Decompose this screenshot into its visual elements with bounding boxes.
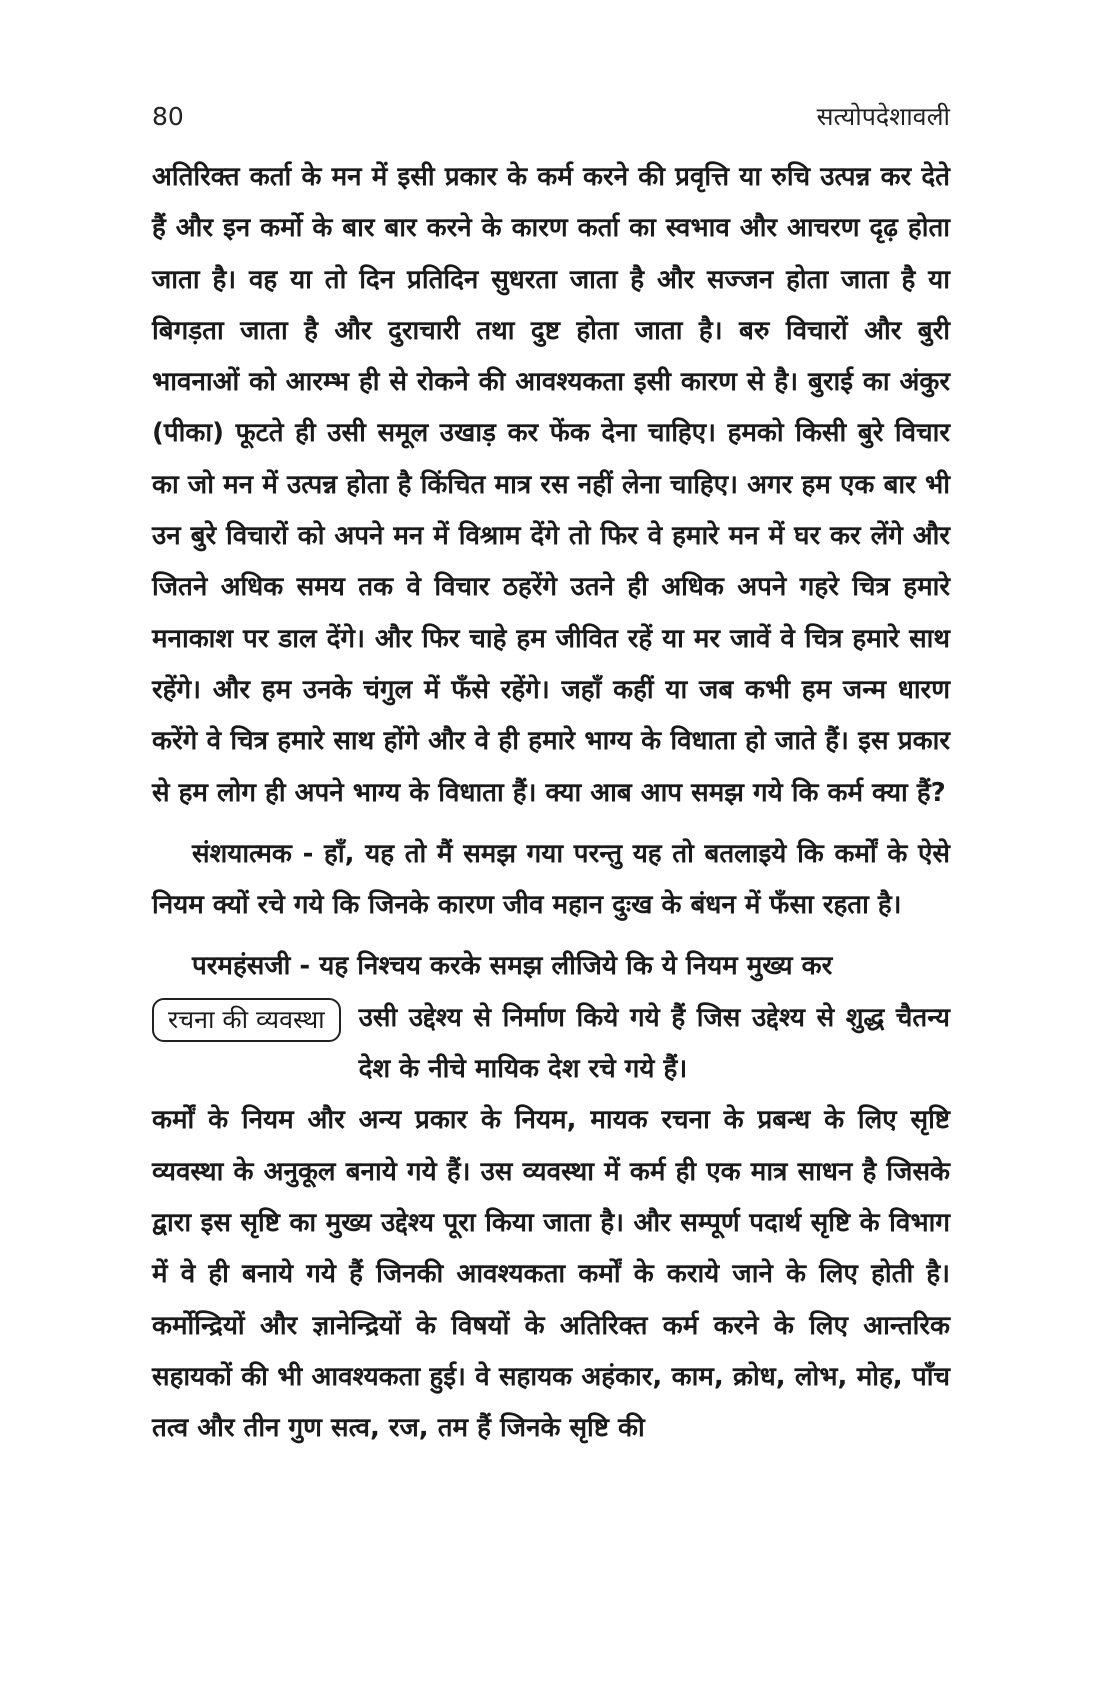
sidenote-row xyxy=(152,993,950,1096)
margin-note: रचना की व्यवस्था xyxy=(152,998,341,1042)
page-body xyxy=(152,152,950,1454)
running-title: सत्योपदेशावली xyxy=(816,102,950,131)
paragraph-2: संशयात्मक - हाँ, यह तो मैं समझ गया परन्तु यह तो बतलाइये कि कर्मों के ऐसे नियम क्यों रचे गये कि जिनके कारण जीव महान दुःख के बंधन में फँसा रहता है। xyxy=(152,838,950,921)
paragraph-3-lead: परमहंसजी - यह निश्चय करके समझ लीजिये कि ये नियम मुख्य कर xyxy=(192,951,833,982)
sidenote-adjacent-text xyxy=(359,993,950,1096)
paragraph-3-rest: कर्मों के नियम और अन्य प्रकार के नियम, मायक रचना के प्रबन्ध के लिए सृष्टि व्यवस्था के अनुकूल बनाये गये हैं। उस व्यवस्था में कर्म ही एक मात्र साधन है जिसके द्वारा इस सृष्टि का मुख्य उद्देश्य पूरा किया जाता है। और सम्पूर्ण पदार्थ सृष्टि के विभाग में वे ही बनाये गये हैं जिनकी आवश्यकता कर्मों के कराये जाने के लिए होती है। कर्मोन्द्रियों और ज्ञानेन्द्रियों के विषयों के अतिरिक्त कर्म करने के लिए आन्तरिक सहायकों की भी आवश्यकता हुई। वे सहायक अहंकार, काम, क्रोध, लोभ, मोह, पाँच तत्व और तीन गुण सत्व, रज, तम हैं जिनके सृष्टि की xyxy=(152,1105,950,1444)
page-header xyxy=(152,98,950,134)
paragraph-3 xyxy=(152,941,950,1454)
paragraph-3-beside: उसी उद्देश्य से निर्माण किये गये हैं जिस उद्देश्य से शुद्ध चैतन्य देश के नीचे मायिक देश रचे गये हैं। xyxy=(358,1002,950,1085)
paragraph-1: अतिरिक्त कर्ता के मन में इसी प्रकार के कर्म करने की प्रवृत्ति या रुचि उत्पन्न कर देते हैं और इन कर्मो के बार बार करने के कारण कर्ता का स्वभाव और आचरण दृढ़ होता जाता है। वह या तो दिन प्रतिदिन सुधरता जाता है और सज्जन होता जाता है या बिगड़ता जाता है और दुराचारी तथा दुष्ट होता जाता है। बरु विचारों और बुरी भावनाओं को आरम्भ ही से रोकने की आवश्यकता इसी कारण से है। बुराई का अंकुर (पीका) फूटते ही उसी समूल उखाड़ कर फेंक देना चाहिए। हमको किसी बुरे विचार का जो मन में उत्पन्न होता है किंचित मात्र रस नहीं लेना चाहिए। अगर हम एक बार भी उन बुरे विचारों को अपने मन में विश्राम देंगे तो फिर वे हमारे मन में घर कर लेंगे और जितने अधिक समय तक वे विचार ठहरेंगे उतने ही अधिक अपने गहरे चित्र हमारे मनाकाश पर डाल देंगे। और फिर चाहे हम जीवित रहें या मर जावें वे चित्र हमारे साथ रहेंगे। और हम उनके चंगुल में फँसे रहेंगे। जहाँ कहीं या जब कभी हम जन्म धारण करेंगे वे चित्र हमारे साथ होंगे और वे ही हमारे भाग्य के विधाता हो जाते हैं। इस प्रकार से हम लोग ही अपने भाग्य के विधाता हैं। क्या आब आप समझ गये कि कर्म क्या हैं? xyxy=(152,162,950,808)
page-number: 80 xyxy=(152,101,184,131)
